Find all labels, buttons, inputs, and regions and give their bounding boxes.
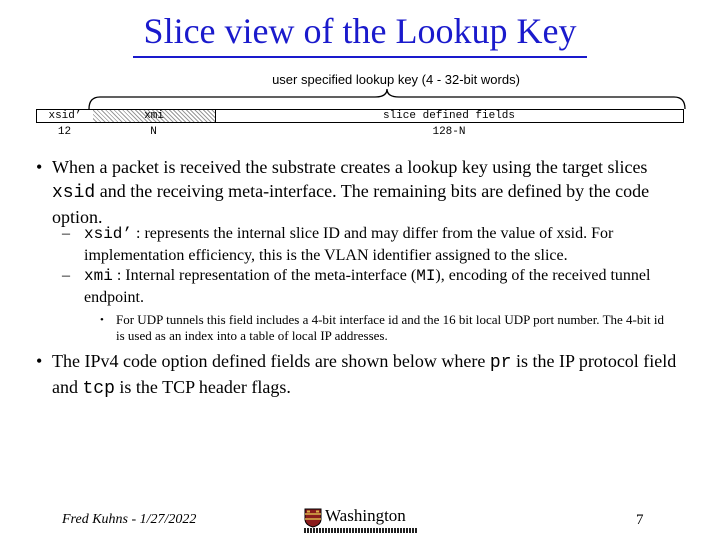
bullet-ipv4-option: • The IPv4 code option defined fields are shown below where pr is the IP protocol field and tcp is the TCP header flags. (36, 351, 677, 399)
lookup-key-diagram (36, 109, 684, 123)
field-xsid: xsid’ (37, 110, 94, 122)
bullet-icon: • (36, 351, 43, 371)
logo-subline (304, 528, 418, 533)
bullet-icon: • (36, 157, 43, 177)
field-slice-defined: slice defined fields (382, 110, 516, 122)
field-xmi: xmi (93, 110, 216, 122)
field-size-xmi: N (150, 126, 157, 138)
bullet-lookup-key: • When a packet is received the substrate creates a lookup key using the target slices xsid and the receiving meta-interface. The remaining bits are defined by the code option. (36, 157, 650, 227)
subbullet-udp-tunnels: • For UDP tunnels this field includes a 4-bit interface id and the 16 bit local UDP port number. The 4-bit id is used as an index into a table of local IP addresses. (100, 312, 664, 343)
curly-brace (88, 88, 686, 110)
field-size-xsid: 12 (57, 126, 72, 138)
subbullet-xmi: – xmi : Internal representation of the meta-interface (MI), encoding of the received tunnel endpoint. (62, 267, 651, 306)
logo-wordmark: Washington (325, 506, 406, 525)
field-size-slice: 128-N (432, 126, 466, 138)
footer-author: Fred Kuhns - 1/27/2022 (62, 512, 197, 527)
bullet-icon: • (100, 314, 104, 326)
washington-logo (304, 508, 418, 534)
dash-icon: – (62, 225, 70, 242)
title-underline (133, 56, 587, 58)
dash-icon: – (62, 267, 70, 284)
subbullet-xsid: – xsid’ : represents the internal slice ID and may differ from the value of xsid. For implementation efficiency, this is the VLAN identifier assigned to the slice. (62, 225, 614, 264)
slide-title: Slice view of the Lookup Key (143, 11, 577, 51)
crest-icon (304, 508, 322, 528)
page-number: 7 (636, 512, 644, 528)
lookup-key-caption: user specified lookup key (4 - 32-bit words) (272, 72, 520, 87)
